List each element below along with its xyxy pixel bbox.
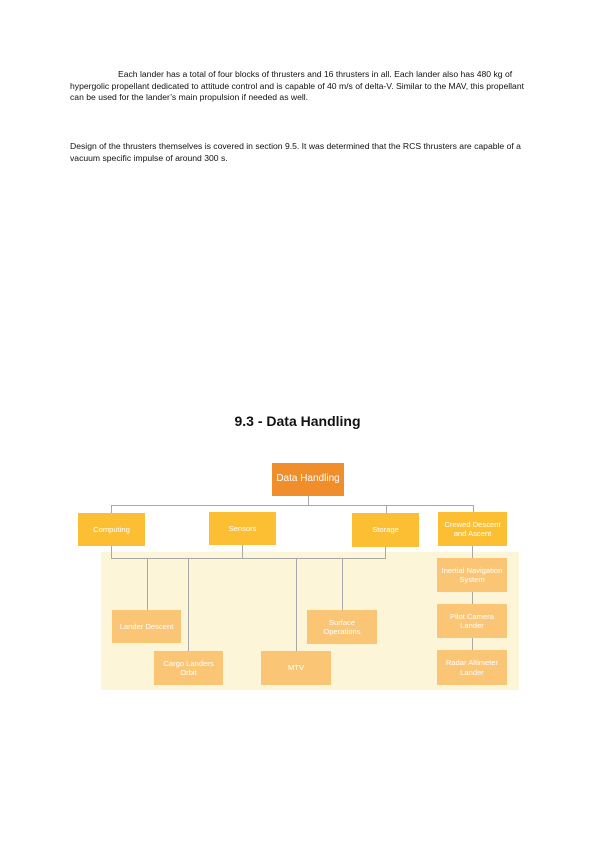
cargo-landers-orbit-node: Cargo Landers Orbit [154, 651, 223, 685]
section-title: 9.3 - Data Handling [234, 413, 361, 429]
connector [147, 558, 148, 610]
connector [473, 505, 474, 512]
paragraph-rcs-propellant: Each lander has a total of four blocks of thrusters and 16 thrusters in all. Each lander also has 480 kg of hypergolic propellant dedicated to attitude control and is capable of 40 m/s of delta-V. Similar to the MAV, this propellant can be used for the lander’s main propulsion if needed as well. [70, 69, 524, 103]
inertial-navigation-node: Inertial Navigation System [437, 558, 507, 592]
pilot-camera-node: Pilot Camera Lander [437, 604, 507, 638]
connector [111, 505, 474, 506]
storage-node: Storage [352, 513, 419, 547]
connector [472, 546, 473, 558]
connector [111, 558, 386, 559]
connector [472, 592, 473, 604]
connector [296, 558, 297, 651]
data-handling-node: Data Handling [272, 463, 344, 496]
paragraph-thruster-design: Design of the thrusters themselves is covered in section 9.5. It was determined that the RCS thrusters are capable of a vacuum specific impulse of around 300 s. [70, 141, 521, 163]
connector [242, 545, 243, 558]
connector [385, 547, 386, 558]
connector [386, 505, 387, 513]
connector [188, 558, 189, 651]
sensors-node: Sensors [209, 512, 276, 545]
computing-node: Computing [78, 513, 145, 546]
connector [342, 558, 343, 610]
mtv-node: MTV [261, 651, 331, 685]
surface-operations-node: Surface Operations [307, 610, 377, 644]
connector [111, 546, 112, 558]
connector [111, 505, 112, 513]
connector [472, 638, 473, 650]
lander-descent-node: Lander Descent [112, 610, 181, 643]
crewed-descent-ascent-node: Crewed Descent and Ascent [438, 512, 507, 546]
radar-altimeter-node: Radar Altimeter Lander [437, 650, 507, 685]
connector [308, 496, 309, 505]
